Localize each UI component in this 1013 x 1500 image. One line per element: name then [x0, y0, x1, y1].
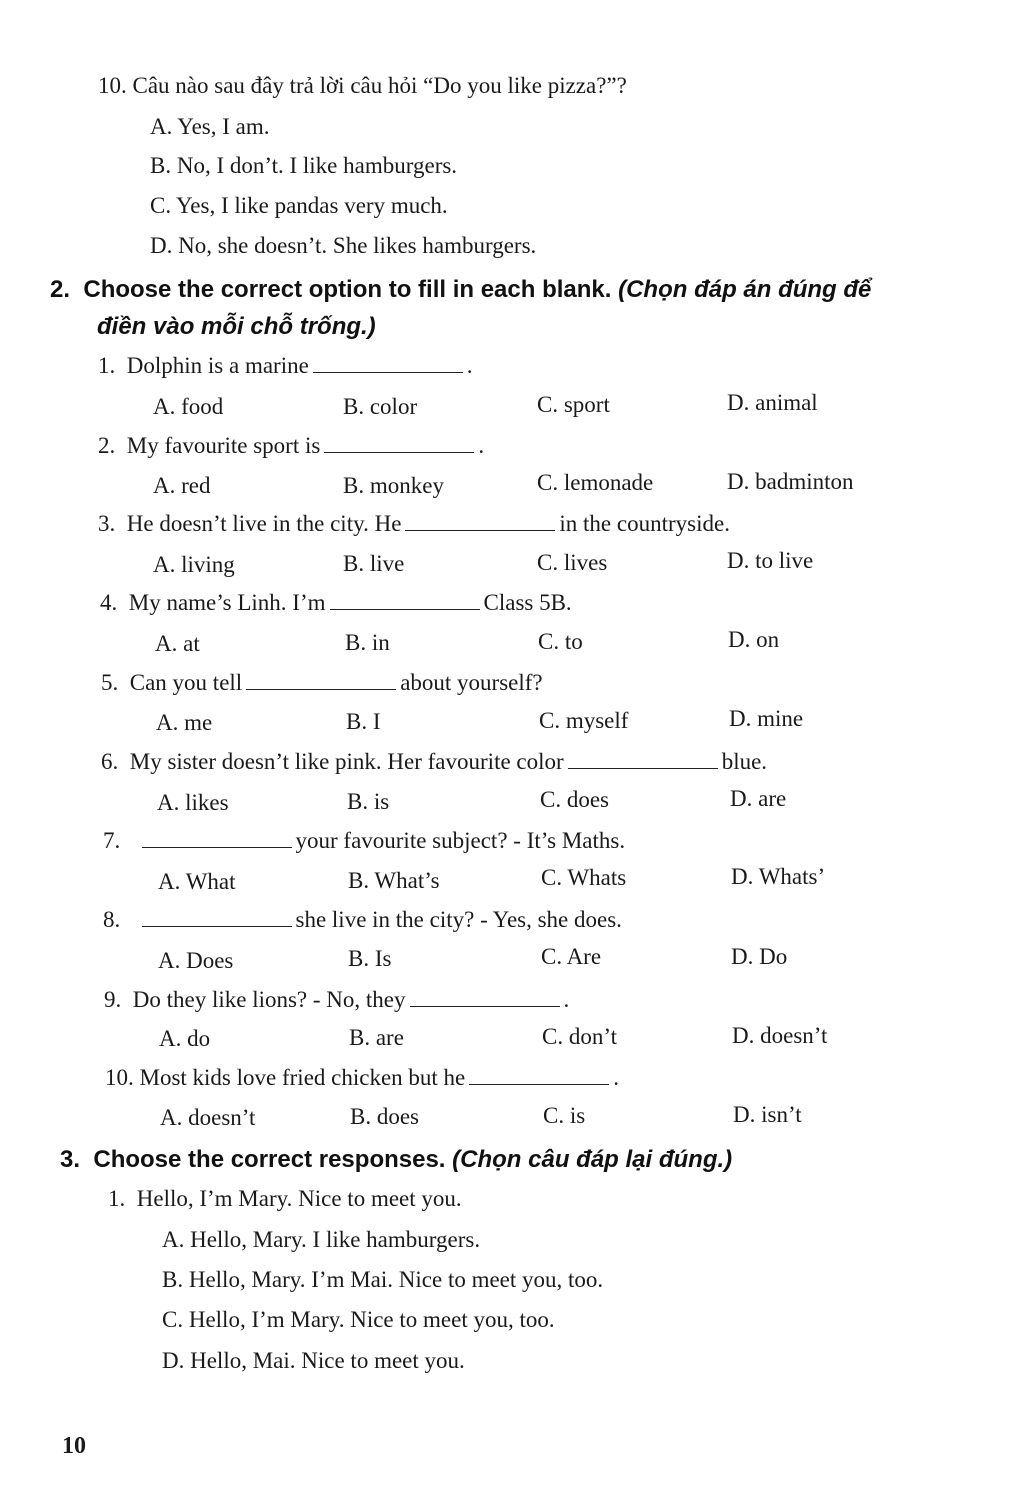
option-c[interactable]: C. is	[543, 1103, 586, 1128]
option-a[interactable]: A. doesn’t	[160, 1105, 256, 1130]
option-a[interactable]: A. likes	[157, 790, 229, 815]
answer-blank[interactable]	[469, 1066, 609, 1085]
question-number: 4.	[100, 590, 118, 615]
section-3-header	[60, 1145, 732, 1175]
question-text: Do they like lions? - No, they	[132, 987, 406, 1012]
option-a[interactable]: A. What	[158, 869, 236, 894]
question-text-end: .	[563, 987, 570, 1012]
section-title: Choose the correct option to fill in each blank.	[83, 276, 612, 303]
question-text-end: Class 5B.	[483, 590, 572, 615]
question-2	[98, 432, 484, 460]
question-text: your favourite subject? - It’s Maths.	[295, 828, 626, 853]
option-c[interactable]: C. Are	[541, 944, 602, 969]
question-text-end: in the countryside.	[559, 511, 730, 536]
option-d[interactable]: D. to live	[727, 548, 814, 573]
option-c[interactable]: C. myself	[539, 708, 629, 733]
option-d[interactable]: D. on	[728, 627, 780, 652]
option-d[interactable]: D. Whats’	[731, 864, 826, 889]
section-number: 3.	[60, 1146, 81, 1173]
question-number: 1.	[98, 353, 116, 378]
option-b[interactable]: B. I	[346, 709, 381, 734]
question-text: she live in the city? - Yes, she does.	[295, 907, 622, 932]
question-number: 5.	[101, 670, 119, 695]
option-a[interactable]: A. Does	[158, 948, 234, 973]
page-number: 10	[62, 1433, 86, 1459]
question-text: My sister doesn’t like pink. Her favourite color	[129, 749, 564, 774]
option-c[interactable]: C. Whats	[541, 865, 627, 890]
option-c[interactable]: C. Yes, I like pandas very much.	[150, 193, 448, 218]
answer-blank[interactable]	[405, 512, 555, 531]
option-c[interactable]: C. lemonade	[537, 470, 654, 495]
question-number: 10.	[105, 1065, 134, 1090]
question-text-end: about yourself?	[400, 670, 543, 695]
question-text: Can you tell	[129, 670, 243, 695]
section-2-header-cont	[97, 312, 376, 342]
answer-blank[interactable]	[410, 988, 560, 1007]
question-6	[101, 748, 767, 776]
question-text: My name’s Linh. I’m	[128, 590, 326, 615]
question-text: 10. Câu nào sau đây trả lời câu hỏi “Do you like pizza?”?	[98, 73, 627, 98]
question-text: Hello, I’m Mary. Nice to meet you.	[136, 1186, 462, 1211]
question-text-end: .	[613, 1065, 620, 1090]
section-number: 2.	[50, 276, 71, 303]
option-b[interactable]: B. live	[343, 551, 405, 576]
option-b[interactable]: B. monkey	[343, 473, 444, 498]
option-b[interactable]: B. What’s	[348, 868, 440, 893]
option-d[interactable]: D. Hello, Mai. Nice to meet you.	[162, 1348, 465, 1373]
question-number: 1.	[108, 1186, 126, 1211]
option-d[interactable]: D. are	[730, 786, 787, 811]
question-text-end: .	[466, 353, 473, 378]
question-text: Most kids love fried chicken but he	[139, 1065, 466, 1090]
question-3	[98, 510, 730, 538]
option-a[interactable]: A. me	[156, 710, 213, 735]
question-number: 8.	[103, 907, 121, 932]
question-5	[101, 669, 543, 697]
answer-blank[interactable]	[142, 829, 292, 848]
answer-blank[interactable]	[324, 434, 474, 453]
question-number: 7.	[103, 828, 121, 853]
answer-blank[interactable]	[330, 591, 480, 610]
question-7	[103, 827, 625, 855]
option-a[interactable]: A. Hello, Mary. I like hamburgers.	[162, 1227, 481, 1252]
option-d[interactable]: D. doesn’t	[732, 1023, 828, 1048]
section-subtitle-cont: điền vào mỗi chỗ trống.)	[97, 313, 376, 340]
option-d[interactable]: D. isn’t	[733, 1102, 802, 1127]
section-subtitle: (Chọn câu đáp lại đúng.)	[452, 1146, 733, 1173]
option-a[interactable]: A. Yes, I am.	[150, 114, 270, 139]
answer-blank[interactable]	[313, 354, 463, 373]
option-d[interactable]: D. No, she doesn’t. She likes hamburgers.	[150, 233, 537, 258]
question-10	[105, 1064, 619, 1092]
question-number: 6.	[101, 749, 119, 774]
option-b[interactable]: B. does	[350, 1104, 419, 1129]
option-b[interactable]: B. Is	[348, 946, 392, 971]
question-1	[98, 352, 473, 380]
question-number: 9.	[104, 987, 122, 1012]
option-c[interactable]: C. does	[540, 787, 609, 812]
option-b[interactable]: B. are	[349, 1025, 404, 1050]
option-a[interactable]: A. red	[153, 473, 211, 498]
answer-blank[interactable]	[142, 908, 292, 927]
option-c[interactable]: C. to	[538, 629, 583, 654]
question-number: 3.	[98, 511, 116, 536]
option-d[interactable]: D. Do	[731, 944, 788, 969]
option-c[interactable]: C. don’t	[542, 1024, 617, 1049]
option-b[interactable]: B. color	[343, 394, 418, 419]
option-c[interactable]: C. sport	[537, 392, 610, 417]
option-a[interactable]: A. food	[153, 394, 224, 419]
section-title: Choose the correct responses.	[93, 1146, 446, 1173]
question-8	[103, 906, 622, 934]
option-b[interactable]: B. is	[347, 789, 390, 814]
question-number: 2.	[98, 433, 116, 458]
option-d[interactable]: D. badminton	[727, 469, 854, 494]
option-a[interactable]: A. at	[155, 631, 200, 656]
option-a[interactable]: A. do	[159, 1026, 211, 1051]
option-a[interactable]: A. living	[153, 552, 235, 577]
option-d[interactable]: D. mine	[729, 706, 804, 731]
option-b[interactable]: B. Hello, Mary. I’m Mai. Nice to meet you, too.	[162, 1267, 604, 1292]
option-b[interactable]: B. No, I don’t. I like hamburgers.	[150, 153, 458, 178]
option-b[interactable]: B. in	[345, 630, 390, 655]
question-text-end: .	[478, 433, 485, 458]
question-9	[104, 986, 569, 1014]
option-c[interactable]: C. Hello, I’m Mary. Nice to meet you, too.	[162, 1307, 555, 1332]
section-subtitle: (Chọn đáp án đúng để	[618, 276, 872, 303]
question-4	[100, 589, 572, 617]
section-2-header	[50, 275, 871, 305]
question-1	[108, 1185, 462, 1213]
question-text: Dolphin is a marine	[126, 353, 309, 378]
option-c[interactable]: C. lives	[537, 550, 608, 575]
question-text: My favourite sport is	[126, 433, 321, 458]
option-d[interactable]: D. animal	[727, 390, 818, 415]
question-text-end: blue.	[721, 749, 768, 774]
question-text: He doesn’t live in the city. He	[126, 511, 402, 536]
answer-blank[interactable]	[246, 671, 396, 690]
answer-blank[interactable]	[568, 750, 718, 769]
